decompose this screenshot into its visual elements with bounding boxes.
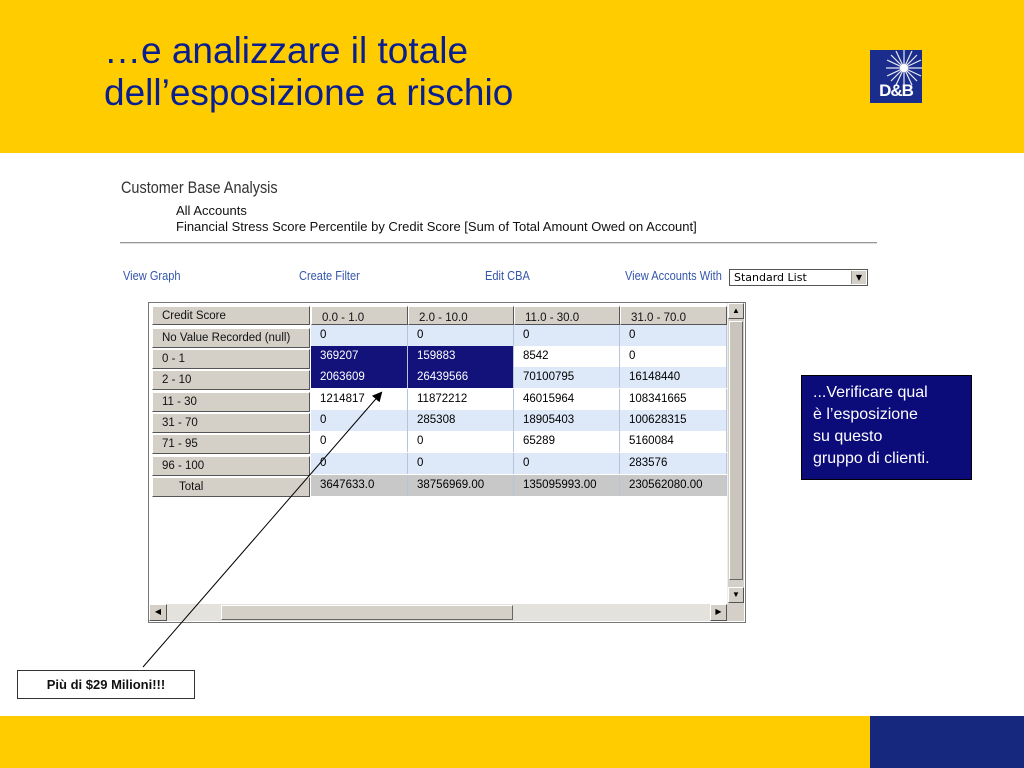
table-cell[interactable]: 0: [408, 431, 514, 452]
total-cell: 135095993.00: [514, 475, 620, 496]
table-cell[interactable]: 285308: [408, 410, 514, 431]
table-cell-selected[interactable]: 26439566: [408, 367, 514, 388]
footer-bar: [0, 716, 870, 768]
total-row-header: Total: [152, 477, 310, 497]
table-cell-selected[interactable]: 159883: [408, 346, 514, 367]
table-cell[interactable]: 70100795: [514, 367, 620, 388]
row-header[interactable]: 0 - 1: [152, 349, 310, 369]
total-cell: 38756969.00: [408, 475, 514, 496]
table-cell[interactable]: 0: [408, 325, 514, 346]
table-cell-selected[interactable]: 2063609: [311, 367, 408, 388]
row-header[interactable]: 11 - 30: [152, 392, 310, 412]
row-header[interactable]: No Value Recorded (null): [152, 328, 310, 348]
table-cell[interactable]: 0: [514, 453, 620, 474]
create-filter-link[interactable]: Create Filter: [299, 268, 360, 283]
corner-header: Credit Score: [152, 306, 310, 325]
edit-cba-link[interactable]: Edit CBA: [485, 268, 530, 283]
table-cell[interactable]: 0: [311, 410, 408, 431]
table-cell[interactable]: 0: [408, 453, 514, 474]
app-subtitle-scope: All Accounts: [176, 203, 247, 218]
table-cell[interactable]: 18905403: [514, 410, 620, 431]
scroll-down-icon[interactable]: ▼: [728, 587, 744, 603]
table-cell[interactable]: 5160084: [620, 431, 727, 452]
column-header[interactable]: 11.0 - 30.0: [514, 306, 620, 325]
total-cell: 230562080.00: [620, 475, 727, 496]
callout-line: è l’esposizione: [813, 406, 918, 423]
callout-line: su questo: [813, 428, 883, 445]
slide-title-line-2: dell’esposizione a rischio: [104, 72, 514, 113]
table-cell[interactable]: 100628315: [620, 410, 727, 431]
scroll-up-icon[interactable]: ▲: [728, 303, 744, 319]
scroll-left-icon[interactable]: ◀: [149, 604, 167, 621]
table-cell[interactable]: 0: [311, 431, 408, 452]
table-cell[interactable]: 283576: [620, 453, 727, 474]
table-cell[interactable]: 0: [620, 346, 727, 367]
scroll-right-icon[interactable]: ▶: [710, 604, 727, 621]
row-header[interactable]: 71 - 95: [152, 434, 310, 454]
column-header[interactable]: 2.0 - 10.0: [408, 306, 514, 325]
row-header[interactable]: 96 - 100: [152, 456, 310, 476]
row-header[interactable]: 2 - 10: [152, 370, 310, 390]
table-cell[interactable]: 16148440: [620, 367, 727, 388]
row-header[interactable]: 31 - 70: [152, 413, 310, 433]
app-subtitle-report: Financial Stress Score Percentile by Credit Score [Sum of Total Amount Owed on Account]: [176, 219, 697, 234]
table-cell[interactable]: 0: [311, 453, 408, 474]
table-cell[interactable]: 0: [311, 325, 408, 346]
table-cell[interactable]: 8542: [514, 346, 620, 367]
table-cell[interactable]: 11872212: [408, 389, 514, 410]
slide-title-line-1: …e analizzare il totale: [104, 30, 469, 71]
amount-note: Più di $29 Milioni!!!: [17, 670, 195, 699]
chevron-down-icon[interactable]: ▼: [851, 271, 866, 284]
callout-line: ...Verificare qual: [813, 384, 928, 401]
select-value: Standard List: [734, 271, 807, 284]
total-cell: 3647633.0: [311, 475, 408, 496]
column-header[interactable]: 31.0 - 70.0: [620, 306, 727, 325]
app-title: Customer Base Analysis: [121, 178, 278, 197]
column-header[interactable]: 0.0 - 1.0: [311, 306, 408, 325]
table-cell[interactable]: 108341665: [620, 389, 727, 410]
table-cell[interactable]: 0: [514, 325, 620, 346]
logo-text: D&B: [879, 81, 913, 100]
table-cell[interactable]: 0: [620, 325, 727, 346]
view-accounts-with-label: View Accounts With: [625, 268, 722, 283]
view-graph-link[interactable]: View Graph: [123, 268, 181, 283]
table-cell[interactable]: 65289: [514, 431, 620, 452]
table-cell[interactable]: 1214817: [311, 389, 408, 410]
table-cell[interactable]: 46015964: [514, 389, 620, 410]
table-cell-selected[interactable]: 369207: [311, 346, 408, 367]
callout-line: gruppo di clienti.: [813, 450, 930, 467]
footer-accent: [870, 716, 1024, 768]
